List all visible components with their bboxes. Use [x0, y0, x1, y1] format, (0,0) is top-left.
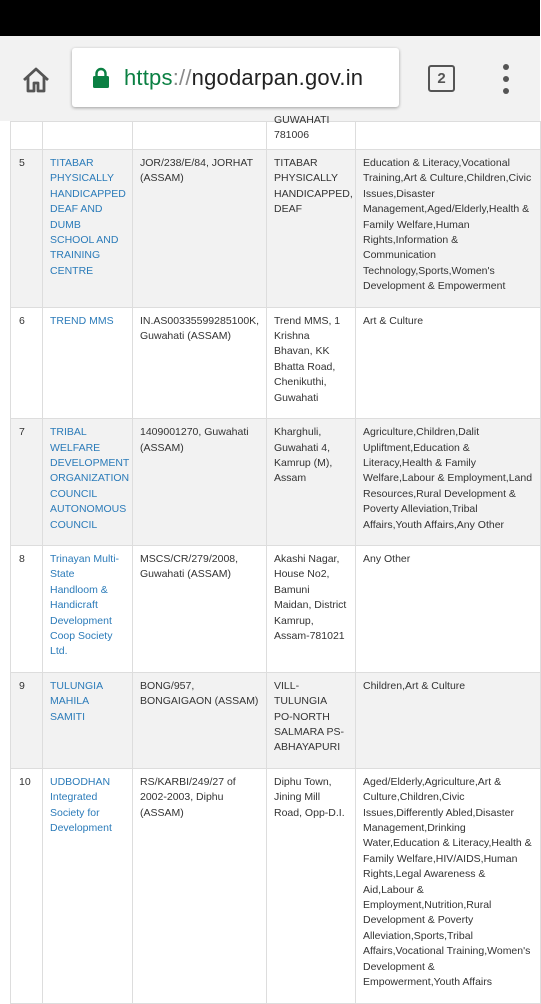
registration-cell: RS/KARBI/249/27 of 2002-2003, Diphu (ASSAM) — [133, 768, 267, 1003]
ngo-name-link[interactable]: TRIBAL WELFARE DEVELOPMENT ORGANIZATION COUNCIL AUTONOMOUS COUNCIL — [43, 419, 133, 546]
status-bar — [0, 0, 540, 36]
table-row-partial — [11, 122, 541, 150]
menu-dot-icon — [503, 64, 509, 70]
registration-cell: BONG/957, BONGAIGAON (ASSAM) — [133, 672, 267, 768]
row-number-cell: 5 — [11, 150, 43, 308]
ngo-name-link[interactable]: UDBODHAN Integrated Society for Development — [43, 768, 133, 1003]
address-cell: Diphu Town, Jining Mill Road, Opp-D.I. — [267, 768, 356, 1003]
menu-dot-icon — [503, 88, 509, 94]
home-icon — [21, 66, 51, 94]
url-host: ngodarpan.gov.in — [191, 64, 364, 90]
url-text — [124, 65, 363, 91]
url-separator: :// — [172, 64, 192, 90]
row-number-cell: 10 — [11, 768, 43, 1003]
lock-icon — [92, 67, 110, 89]
address-cell: Kharghuli, Guwahati 4, Kamrup (M), Assam — [267, 419, 356, 546]
address-cell: TITABAR PHYSICALLY HANDICAPPED, DEAF — [267, 150, 356, 308]
address-cell: VILL-TULUNGIA PO-NORTH SALMARA PS-ABHAYAPURI — [267, 672, 356, 768]
row-number-cell: 6 — [11, 307, 43, 418]
address-cell — [267, 114, 356, 150]
ngo-name-link[interactable]: TULUNGIA MAHILA SAMITI — [43, 672, 133, 768]
registration-cell: JOR/238/E/84, JORHAT (ASSAM) — [133, 150, 267, 308]
table-row — [11, 768, 541, 1003]
tab-switcher-button[interactable]: 2 — [428, 65, 455, 92]
address-partial: GUWAHATI 781006 — [274, 114, 330, 142]
row-number-cell: 7 — [11, 419, 43, 546]
ngo-table-container[interactable] — [0, 114, 540, 989]
sectors-cell: Education & Literacy,Vocational Training,Art & Culture,Children,Civic Issues,Disaster Management,Aged/Elderly,Health & Family Welfare,Human Rights,Information & Communication Technology,Sports,Women's Development & Empowerment — [356, 150, 541, 308]
ngo-table — [10, 114, 541, 1004]
sectors-cell: Children,Art & Culture — [356, 672, 541, 768]
sectors-cell: Aged/Elderly,Agriculture,Art & Culture,Children,Civic Issues,Differently Abled,Disaster Management,Drinking Water,Education & Literacy,Health & Family Welfare,HIV/AIDS,Human Rights,Legal Awareness & Aid,Labour & Employment,Nutrition,Rural Development & Poverty Alleviation,Sports,Tribal Affairs,Vocational Training,Women's Development & Empowerment,Youth Affairs — [356, 768, 541, 1003]
url-scheme: https — [124, 64, 173, 90]
table-row — [11, 672, 541, 768]
registration-cell: MSCS/CR/279/2008, Guwahati (ASSAM) — [133, 545, 267, 672]
sectors-cell: Agriculture,Children,Dalit Upliftment,Education & Literacy,Health & Family Welfare,Labour & Employment,Land Resources,Rural Development & Poverty Alleviation,Tribal Affairs,Youth Affairs,Any Other — [356, 419, 541, 546]
address-bar[interactable] — [72, 48, 399, 107]
more-menu-button[interactable] — [494, 62, 518, 96]
table-row — [11, 150, 541, 308]
ngo-name-link[interactable]: Trinayan Multi-State Handloom & Handicraft Development Coop Society Ltd. — [43, 545, 133, 672]
table-row — [11, 419, 541, 546]
registration-cell: 1409001270, Guwahati (ASSAM) — [133, 419, 267, 546]
row-number-cell: 8 — [11, 545, 43, 672]
table-row — [11, 545, 541, 672]
table-row — [11, 307, 541, 418]
ngo-name-link[interactable]: TITABAR PHYSICALLY HANDICAPPED DEAF AND DUMB SCHOOL AND TRAINING CENTRE — [43, 150, 133, 308]
browser-toolbar — [0, 36, 540, 121]
row-number-cell: 9 — [11, 672, 43, 768]
registration-cell: IN.AS00335599285100K, Guwahati (ASSAM) — [133, 307, 267, 418]
ngo-name-link[interactable]: TREND MMS — [43, 307, 133, 418]
sectors-cell: Any Other — [356, 545, 541, 672]
home-button[interactable] — [14, 58, 58, 102]
address-cell: Trend MMS, 1 Krishna Bhavan, KK Bhatta Road, Chenikuthi, Guwahati — [267, 307, 356, 418]
address-cell: Akashi Nagar, House No2, Bamuni Maidan, District Kamrup, Assam-781021 — [267, 545, 356, 672]
menu-dot-icon — [503, 76, 509, 82]
sectors-cell: Art & Culture — [356, 307, 541, 418]
